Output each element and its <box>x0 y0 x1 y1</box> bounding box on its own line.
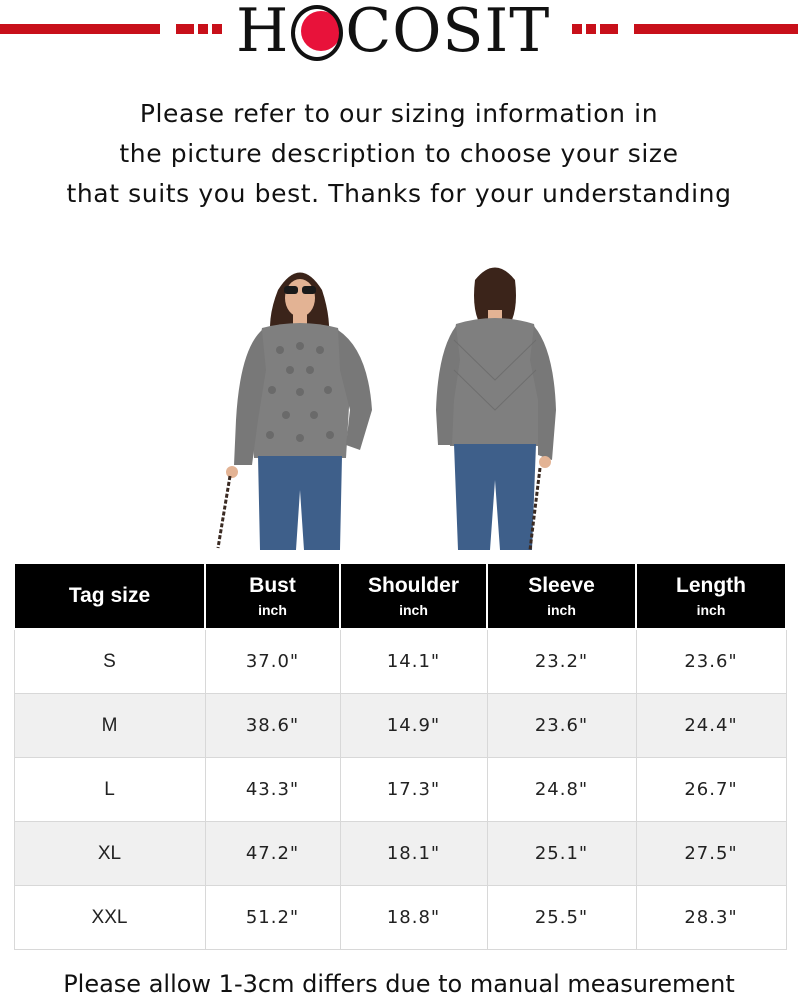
column-unit: inch <box>696 602 726 618</box>
model-back-photo <box>420 250 570 550</box>
length-cell: 26.7" <box>636 758 786 822</box>
model-front-photo <box>200 250 400 550</box>
tag-size-cell: XL <box>14 822 205 886</box>
length-cell: 24.4" <box>636 694 786 758</box>
sleeve-cell: 25.5" <box>487 886 636 950</box>
column-header-tag-size: Tag size <box>14 563 205 629</box>
sizing-intro-text <box>0 94 798 214</box>
decorative-rule <box>212 24 222 34</box>
tag-size-cell: M <box>14 694 205 758</box>
column-header-bust: Bust inch <box>205 563 340 629</box>
size-chart-table <box>13 562 787 950</box>
sleeve-cell: 25.1" <box>487 822 636 886</box>
shoulder-cell: 14.9" <box>340 694 487 758</box>
table-row <box>14 758 786 822</box>
table-row <box>14 822 786 886</box>
decorative-rule <box>634 24 798 34</box>
brand-logo-suffix: COSIT <box>345 0 551 66</box>
decorative-rule <box>572 24 582 34</box>
intro-line: that suits you best. Thanks for your understanding <box>66 179 732 208</box>
table-row <box>14 886 786 950</box>
column-header-length: Length inch <box>636 563 786 629</box>
bust-cell: 38.6" <box>205 694 340 758</box>
shoulder-cell: 18.8" <box>340 886 487 950</box>
table-row <box>14 694 786 758</box>
table-row <box>14 629 786 694</box>
bust-cell: 37.0" <box>205 629 340 694</box>
tag-size-cell: S <box>14 629 205 694</box>
sleeve-cell: 23.6" <box>487 694 636 758</box>
tag-size-cell: XXL <box>14 886 205 950</box>
sleeve-cell: 24.8" <box>487 758 636 822</box>
tag-size-cell: L <box>14 758 205 822</box>
length-cell: 27.5" <box>636 822 786 886</box>
column-unit: inch <box>547 602 576 618</box>
shoulder-cell: 17.3" <box>340 758 487 822</box>
length-cell: 28.3" <box>636 886 786 950</box>
brand-logo <box>236 0 562 66</box>
column-unit: inch <box>399 602 428 618</box>
brand-logo-o-mark <box>291 5 343 57</box>
decorative-rule <box>600 24 618 34</box>
shoulder-cell: 14.1" <box>340 629 487 694</box>
intro-line: Please refer to our sizing information in <box>139 99 659 128</box>
bust-cell: 47.2" <box>205 822 340 886</box>
intro-line: the picture description to choose your size <box>119 139 679 168</box>
sleeve-cell: 23.2" <box>487 629 636 694</box>
column-header-sleeve: Sleeve inch <box>487 563 636 629</box>
decorative-rule <box>198 24 208 34</box>
bust-cell: 43.3" <box>205 758 340 822</box>
table-header-row <box>14 563 786 629</box>
measurement-note: Please allow 1-3cm differs due to manual measurement <box>63 970 735 998</box>
decorative-rule <box>0 24 160 34</box>
decorative-rule <box>586 24 596 34</box>
shoulder-cell: 18.1" <box>340 822 487 886</box>
brand-logo-prefix: H <box>236 0 290 66</box>
bust-cell: 51.2" <box>205 886 340 950</box>
decorative-rule <box>176 24 194 34</box>
brand-header <box>0 0 798 66</box>
column-unit: inch <box>258 602 287 618</box>
column-header-shoulder: Shoulder inch <box>340 563 487 629</box>
length-cell: 23.6" <box>636 629 786 694</box>
